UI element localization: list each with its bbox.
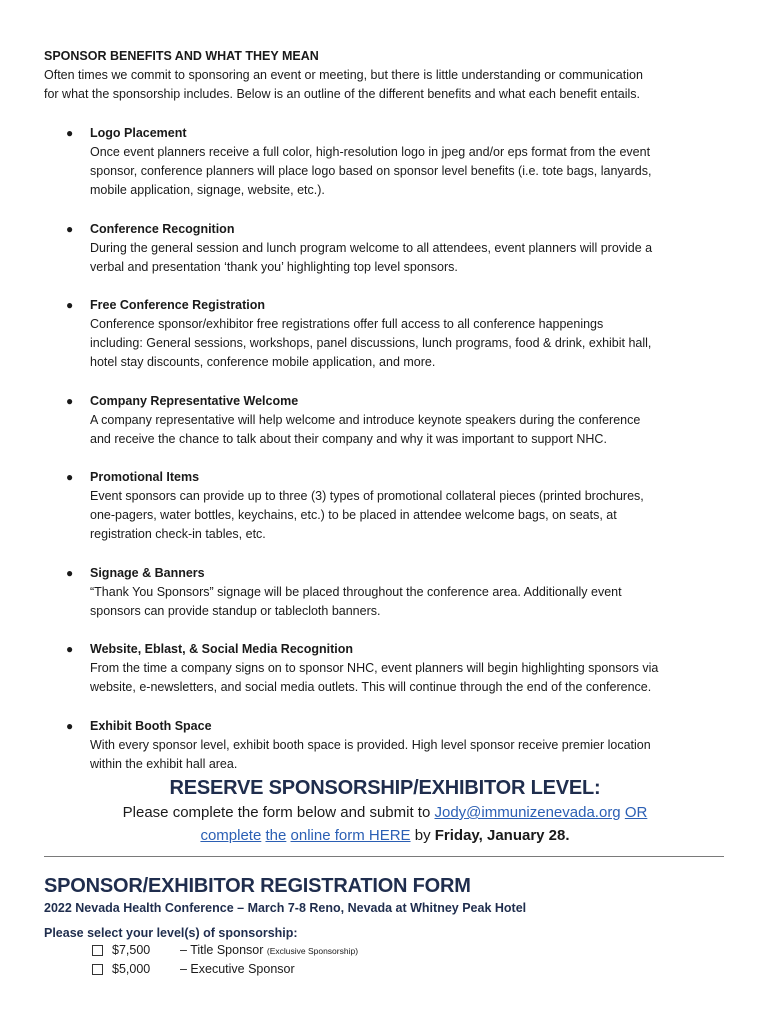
benefit-logo-placement bbox=[66, 124, 726, 200]
benefit-title: Company Representative Welcome bbox=[90, 394, 299, 408]
complete-link[interactable]: complete bbox=[200, 827, 262, 844]
bullet-icon: ● bbox=[66, 298, 74, 312]
levels-label: Please select your level(s) of sponsorship: bbox=[44, 926, 298, 940]
or-link[interactable]: OR bbox=[624, 804, 648, 821]
intro-line: for what the sponsorship includes. Below is an outline of the different benefits and what each benefit entails. bbox=[44, 87, 640, 101]
benefit-description bbox=[90, 659, 726, 697]
form-title: SPONSOR/EXHIBITOR REGISTRATION FORM bbox=[44, 875, 471, 897]
reserve-instructions bbox=[0, 802, 770, 824]
benefit-description bbox=[90, 239, 726, 277]
benefit-exhibit-booth bbox=[66, 717, 726, 774]
benefit-line: “Thank You Sponsors” signage will be placed throughout the conference area. Additionally event bbox=[90, 585, 622, 599]
benefit-line: including: General sessions, workshops, panel discussions, lunch programs, food & drink, exhibit hall, bbox=[90, 336, 652, 350]
benefit-line: A company representative will help welcome and introduce keynote speakers during the conference bbox=[90, 413, 641, 427]
bullet-icon: ● bbox=[66, 470, 74, 484]
benefit-description bbox=[90, 315, 726, 372]
online-form-link[interactable]: online form HERE bbox=[290, 827, 411, 844]
benefit-signage-banners bbox=[66, 564, 726, 621]
intro-title: SPONSOR BENEFITS AND WHAT THEY MEAN bbox=[44, 49, 319, 63]
bullet-icon: ● bbox=[66, 642, 74, 656]
benefit-line: and receive the chance to talk about their company and why it was important to support NHC. bbox=[90, 432, 607, 446]
level-name-text: – Executive Sponsor bbox=[180, 962, 295, 976]
form-subtitle: 2022 Nevada Health Conference – March 7-8 Reno, Nevada at Whitney Peak Hotel bbox=[44, 901, 527, 915]
benefit-line: Conference sponsor/exhibitor free registrations offer full access to all conference happenings bbox=[90, 317, 604, 331]
benefit-title: Free Conference Registration bbox=[90, 298, 266, 312]
benefit-line: Event sponsors can provide up to three (3) types of promotional collateral pieces (printed brochures, bbox=[90, 489, 644, 503]
benefit-line: registration check-in tables, etc. bbox=[90, 527, 266, 541]
benefit-title: Website, Eblast, & Social Media Recognition bbox=[90, 642, 354, 656]
benefit-line: within the exhibit hall area. bbox=[90, 757, 238, 771]
benefit-line: With every sponsor level, exhibit booth space is provided. High level sponsor receive premier location bbox=[90, 738, 651, 752]
level-name bbox=[180, 960, 295, 979]
the-link[interactable]: the bbox=[265, 827, 287, 844]
benefit-title: Conference Recognition bbox=[90, 222, 235, 236]
benefit-line: verbal and presentation ‘thank you’ highlighting top level sponsors. bbox=[90, 260, 458, 274]
benefit-website-social bbox=[66, 640, 726, 697]
level-option-title-sponsor[interactable] bbox=[92, 941, 692, 960]
benefit-description bbox=[90, 736, 726, 774]
benefit-company-welcome bbox=[66, 392, 726, 449]
level-amount: $7,500 bbox=[112, 943, 151, 957]
bullet-icon: ● bbox=[66, 126, 74, 140]
benefit-title: Promotional Items bbox=[90, 470, 200, 484]
deadline: Friday, January 28. bbox=[434, 827, 570, 844]
intro-line: Often times we commit to sponsoring an event or meeting, but there is little understanding or communication bbox=[44, 68, 643, 82]
level-name bbox=[180, 941, 358, 961]
benefit-title: Logo Placement bbox=[90, 126, 187, 140]
reserve-instructions-2 bbox=[0, 825, 770, 847]
checkbox[interactable] bbox=[92, 945, 103, 956]
benefit-description bbox=[90, 487, 726, 544]
benefit-line: During the general session and lunch program welcome to all attendees, event planners will provide a bbox=[90, 241, 653, 255]
benefit-line: mobile application, signage, website, etc.). bbox=[90, 183, 325, 197]
benefit-line: hotel stay discounts, conference mobile application, and more. bbox=[90, 355, 436, 369]
checkbox[interactable] bbox=[92, 964, 103, 975]
bullet-icon: ● bbox=[66, 394, 74, 408]
reserve-text: Please complete the form below and submit to bbox=[122, 804, 435, 821]
benefit-line: Once event planners receive a full color, high-resolution logo in jpeg and/or eps format from the event bbox=[90, 145, 651, 159]
benefit-line: one-pagers, water bottles, keychains, etc.) to be placed in attendee welcome bags, on seats, at bbox=[90, 508, 617, 522]
benefit-promotional-items bbox=[66, 468, 726, 544]
bullet-icon: ● bbox=[66, 566, 74, 580]
level-option-executive-sponsor[interactable] bbox=[92, 960, 692, 979]
reserve-heading: RESERVE SPONSORSHIP/EXHIBITOR LEVEL: bbox=[169, 777, 601, 799]
benefit-description bbox=[90, 143, 726, 200]
level-note: (Exclusive Sponsorship) bbox=[266, 946, 359, 956]
benefit-title: Signage & Banners bbox=[90, 566, 205, 580]
benefit-description bbox=[90, 583, 726, 621]
section-divider bbox=[44, 856, 724, 857]
benefit-description bbox=[90, 411, 726, 449]
email-link[interactable]: Jody@immunizenevada.org bbox=[434, 804, 621, 821]
level-name-text: – Title Sponsor bbox=[180, 943, 267, 957]
benefit-line: website, e-newsletters, and social media outlets. This will continue through the end of the conference. bbox=[90, 680, 652, 694]
bullet-icon: ● bbox=[66, 719, 74, 733]
benefit-line: sponsor, conference planners will place logo based on sponsor level benefits (i.e. tote bags, lanyards, bbox=[90, 164, 652, 178]
benefit-line: From the time a company signs on to sponsor NHC, event planners will begin highlighting sponsors via bbox=[90, 661, 659, 675]
level-amount: $5,000 bbox=[112, 962, 151, 976]
benefit-conference-recognition bbox=[66, 220, 726, 277]
benefit-title: Exhibit Booth Space bbox=[90, 719, 212, 733]
by-text: by bbox=[410, 827, 435, 844]
benefit-free-registration bbox=[66, 296, 726, 372]
bullet-icon: ● bbox=[66, 222, 74, 236]
intro-text bbox=[44, 66, 734, 104]
benefit-line: sponsors can provide standup or tablecloth banners. bbox=[90, 604, 381, 618]
